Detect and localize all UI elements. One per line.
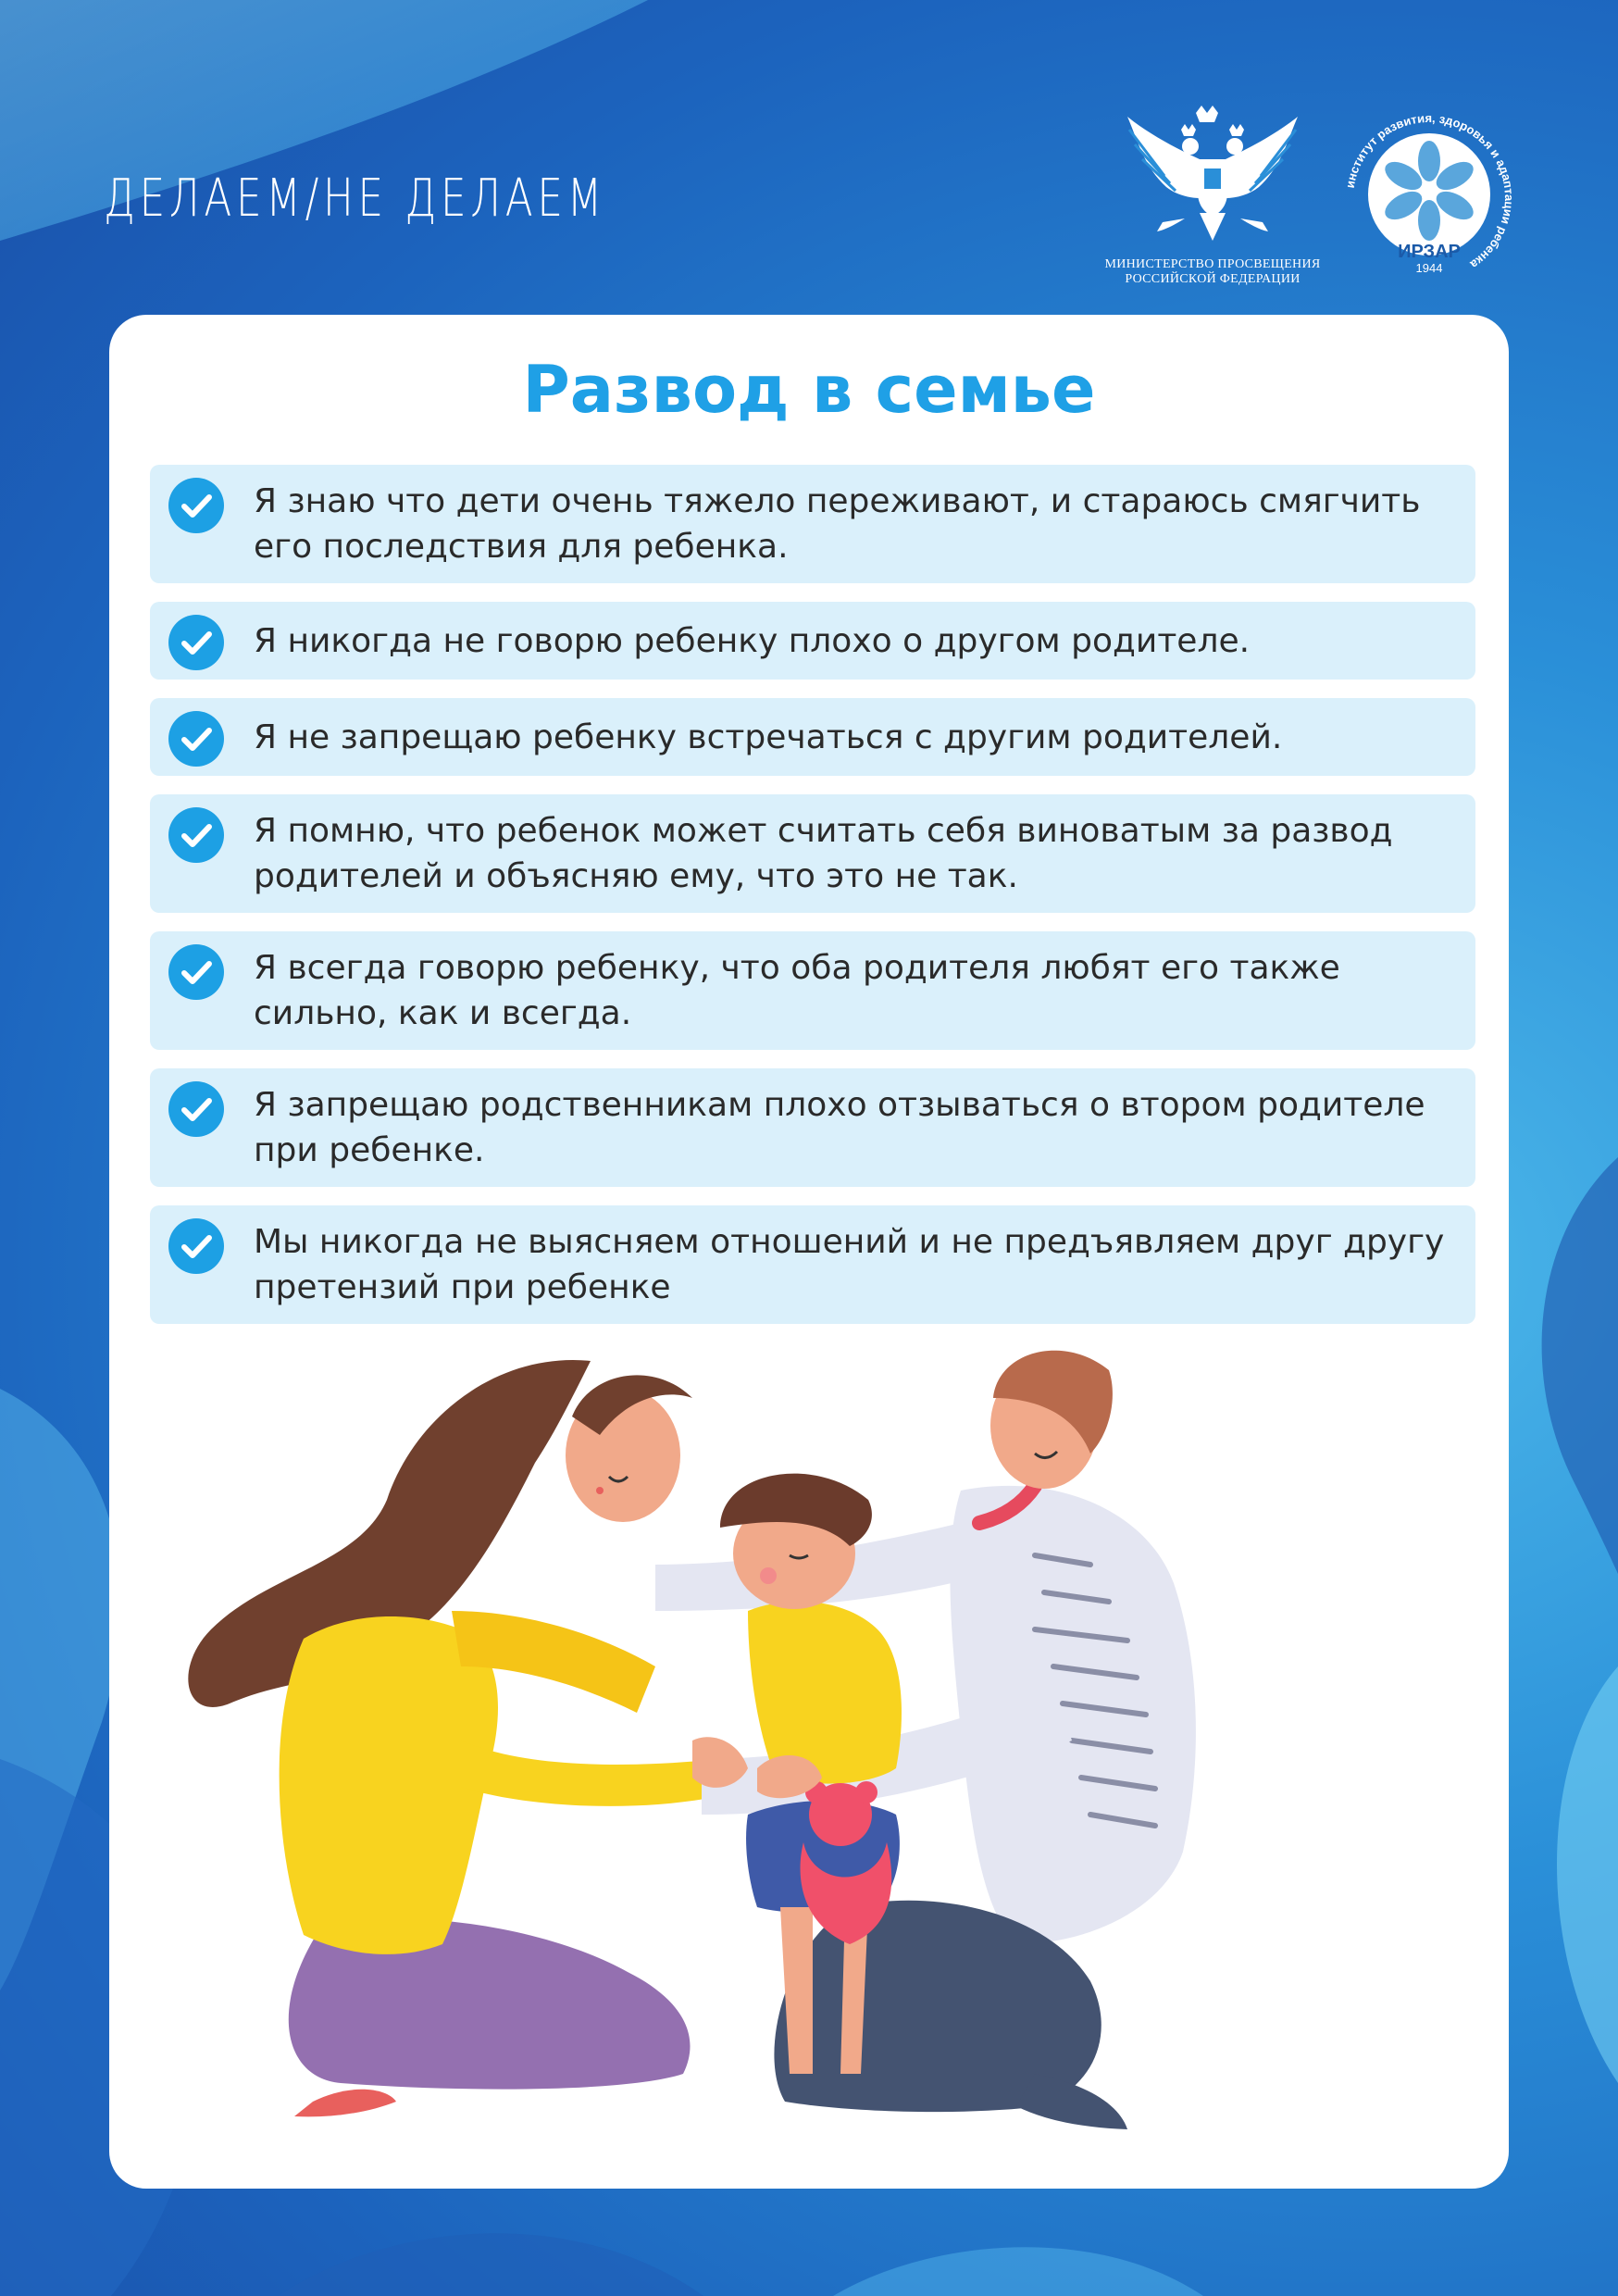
list-item-text: Я знаю что дети очень тяжело переживают, и стараюсь смягчить его последствия для ребенка. [254,482,1421,566]
list-item-text: Мы никогда не выясняем отношений и не предъявляем друг другу претензий при ребенке [254,1223,1445,1306]
checklist [150,465,1475,1342]
child-shirt [748,1602,902,1784]
list-item-text: Я никогда не говорю ребенку плохо о другом родителе. [254,621,1251,660]
check-circle-icon [168,615,224,670]
list-item [150,465,1475,583]
irzar-ring-text: институт развития, здоровья и адаптации ребенка [1342,110,1517,272]
list-item-text: Я не запрещаю ребенку встречаться с другим родителей. [254,718,1283,756]
list-item [150,794,1475,913]
section-tag: ДЕЛАЕМ/НЕ ДЕЛАЕМ [104,168,606,229]
list-item [150,1068,1475,1187]
check-circle-icon [168,1081,224,1137]
mother-foot [294,2090,396,2117]
check-circle-icon [168,807,224,863]
list-item [150,931,1475,1050]
check-circle-icon [168,711,224,767]
ministry-caption [1092,257,1333,287]
check-circle-icon [168,944,224,1000]
list-item-text: Я запрещаю родственникам плохо отзываться о втором родителе при ребенке. [254,1086,1425,1169]
check-circle-icon [168,478,224,533]
irzar-name: ИРЗАР [1398,242,1461,262]
page-title: Развод в семье [522,352,1096,428]
ministry-caption-line2: РОССИЙСКОЙ ФЕДЕРАЦИИ [1125,272,1301,286]
list-item [150,1205,1475,1324]
list-item [150,602,1475,680]
irzar-flower-logo [1340,109,1518,287]
ministry-caption-line1: МИНИСТЕРСТВО ПРОСВЕЩЕНИЯ [1104,257,1321,271]
list-item-text: Я помню, что ребенок может считать себя виноватым за развод родителей и объясняю ему, что это не так. [254,812,1393,895]
family-hug-illustration [109,1333,1509,2189]
irzar-year: 1944 [1415,261,1443,275]
mother-arm-left [461,1741,720,1806]
list-item-text: Я всегда говорю ребенку, что оба родителя любят его также сильно, как и всегда. [254,949,1340,1032]
check-circle-icon [168,1218,224,1274]
list-item [150,698,1475,776]
